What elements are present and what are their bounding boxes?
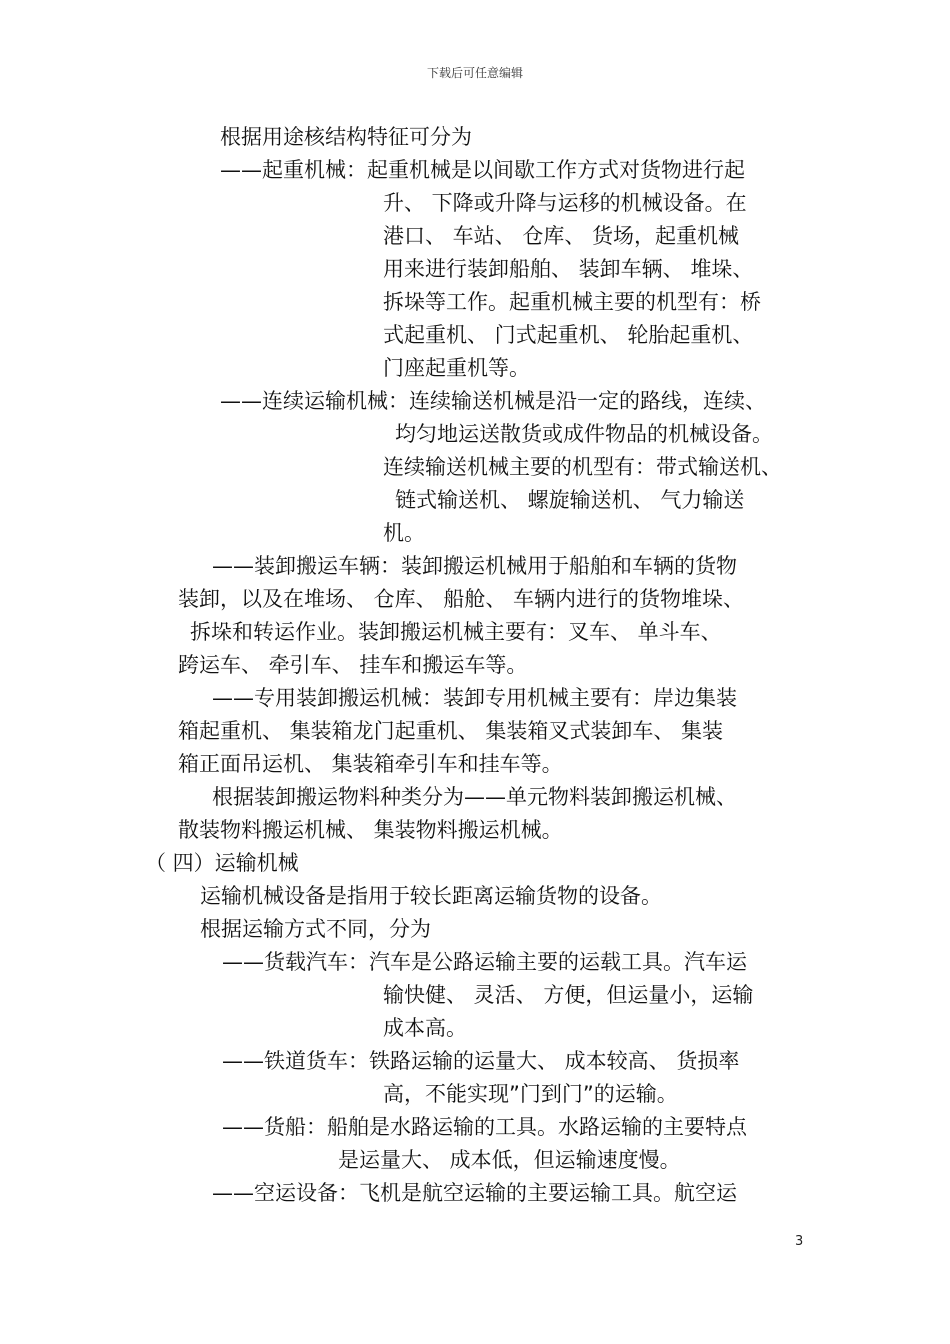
text-line: 跨运车、 牵引车、 挂车和搬运车等。 [178, 653, 528, 677]
text-line: 根据运输方式不同，分为 [200, 917, 431, 941]
text-line: 根据装卸搬运物料种类分为——单元物料装卸搬运机械、 [212, 785, 737, 809]
text-line: ——铁道货车：铁路运输的运量大、 成本较高、 货损率 [222, 1049, 740, 1073]
text-line: 装卸，以及在堆场、 仓库、 船舱、 车辆内进行的货物堆垛、 [178, 587, 745, 611]
text-line: 门座起重机等。 [383, 356, 530, 380]
text-line: 是运量大、 成本低，但运输速度慢。 [338, 1148, 681, 1172]
text-line: ——起重机械：起重机械是以间歇工作方式对货物进行起 [220, 158, 745, 182]
text-line: 机。 [383, 521, 425, 545]
text-line: 成本高。 [383, 1016, 467, 1040]
text-line: ——连续运输机械：连续输送机械是沿一定的路线，连续、 [220, 389, 766, 413]
text-line: ——空运设备：飞机是航空运输的主要运输工具。航空运 [212, 1181, 737, 1205]
section-heading: （ 四）运输机械 [145, 851, 299, 875]
text-line: 拆垛等工作。起重机械主要的机型有：桥 [383, 290, 761, 314]
text-line: 升、 下降或升降与运移的机械设备。在 [383, 191, 747, 215]
text-line: 式起重机、 门式起重机、 轮胎起重机、 [383, 323, 754, 347]
text-line: 运输机械设备是指用于较长距离运输货物的设备。 [200, 884, 662, 908]
text-line: 用来进行装卸船舶、 装卸车辆、 堆垛、 [383, 257, 754, 281]
text-line: 根据用途核结构特征可分为 [220, 125, 472, 149]
text-line: 均匀地运送散货或成件物品的机械设备。 [395, 422, 773, 446]
text-line: 连续输送机械主要的机型有：带式输送机、 [383, 455, 782, 479]
text-line: 散装物料搬运机械、 集装物料搬运机械。 [178, 818, 563, 842]
text-line: ——装卸搬运车辆：装卸搬运机械用于船舶和车辆的货物 [212, 554, 737, 578]
text-line: 高，不能实现”门到门”的运输。 [383, 1082, 678, 1106]
text-line: ——货载汽车：汽车是公路运输主要的运载工具。汽车运 [222, 950, 747, 974]
text-line: 箱正面吊运机、 集装箱牵引车和挂车等。 [178, 752, 563, 776]
text-line: 箱起重机、 集装箱龙门起重机、 集装箱叉式装卸车、 集装 [178, 719, 724, 743]
text-line: 链式输送机、 螺旋输送机、 气力输送 [395, 488, 745, 512]
text-line: 输快健、 灵活、 方便，但运量小，运输 [383, 983, 754, 1007]
page-number: 3 [795, 1234, 804, 1249]
text-line: 港口、 车站、 仓库、 货场，起重机械 [383, 224, 740, 248]
text-line: ——专用装卸搬运机械：装卸专用机械主要有：岸边集装 [212, 686, 737, 710]
page-header: 下载后可任意编辑 [426, 66, 523, 80]
text-line: ——货船：船舶是水路运输的工具。水路运输的主要特点 [222, 1115, 747, 1139]
text-line: 拆垛和转运作业。装卸搬运机械主要有：叉车、 单斗车、 [190, 620, 722, 644]
